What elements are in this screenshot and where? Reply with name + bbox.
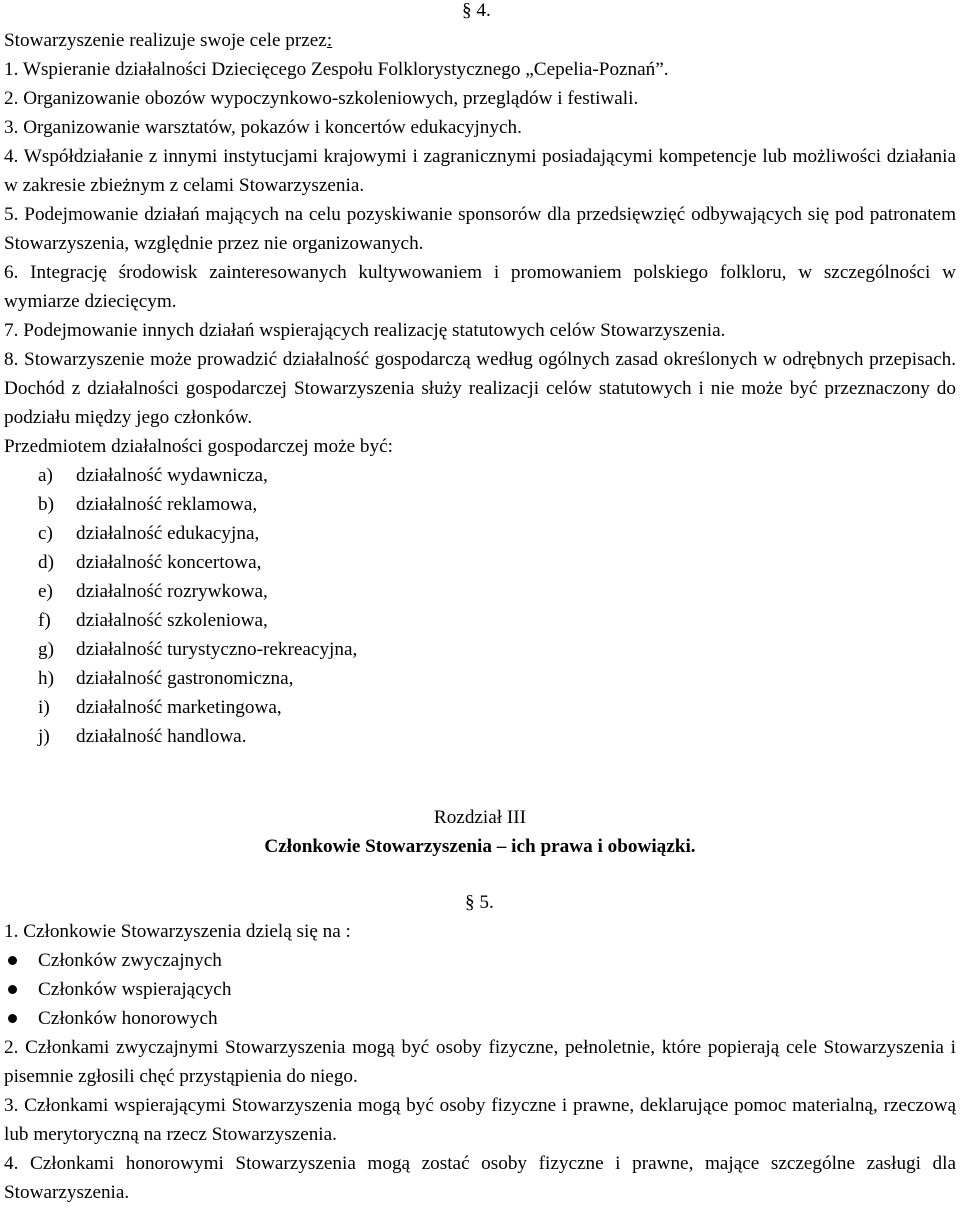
- list-item: [38, 664, 956, 693]
- list-item-letter: d): [38, 552, 54, 573]
- chapter-heading: Rozdział III: [433, 807, 527, 828]
- bullet-icon: [4, 985, 38, 994]
- section-5-item-1: 1. Członkowie Stowarzyszenia dzielą się na :: [4, 921, 351, 942]
- section-4-item-7: 7. Podejmowanie innych działań wspierających realizację statutowych celów Stowarzyszenia.: [4, 320, 726, 341]
- list-item-text: działalność koncertowa,: [76, 552, 262, 573]
- activities-list: [4, 461, 956, 751]
- bullet-icon: [4, 1014, 38, 1023]
- section-4-item-4: 4. Współdziałanie z innymi instytucjami krajowymi i zagranicznymi posiadającymi kompetencje lub możliwości działania w zakresie zbieżnym z celami Stowarzyszenia.: [4, 146, 956, 196]
- list-item: [38, 519, 956, 548]
- chapter-spacer: [4, 751, 956, 803]
- section-4-intro: [4, 26, 956, 55]
- list-item-letter: h): [38, 668, 54, 689]
- list-item-letter: j): [38, 726, 50, 747]
- list-item-text: działalność szkoleniowa,: [76, 610, 268, 631]
- list-item-letter: e): [38, 581, 53, 602]
- list-item: [38, 548, 956, 577]
- list-item: [38, 577, 956, 606]
- list-item-text: działalność wydawnicza,: [76, 465, 268, 486]
- list-item: [38, 606, 956, 635]
- section-4-item-6: 6. Integrację środowisk zainteresowanych kultywowaniem i promowaniem polskiego folkloru, w szczególności w wymiarze dziecięcym.: [4, 262, 956, 312]
- section-4-item-1: 1. Wspieranie działalności Dziecięcego Zespołu Folklorystycznego „Cepelia-Poznań”.: [4, 59, 669, 80]
- list-item-text: działalność rozrywkowa,: [76, 581, 268, 602]
- section-5-item-2: 2. Członkami zwyczajnymi Stowarzyszenia mogą być osoby fizyczne, pełnoletnie, które popierają cele Stowarzyszenia i pisemnie zgłosili chęć przystąpienia do niego.: [4, 1037, 956, 1087]
- list-item: [38, 722, 956, 751]
- section-4-mark: § 4.: [462, 0, 491, 21]
- list-item-letter: f): [38, 610, 51, 631]
- chapter-title: Członkowie Stowarzyszenia – ich prawa i obowiązki.: [264, 836, 696, 857]
- intro-colon: :: [326, 30, 333, 51]
- activities-intro: Przedmiotem działalności gospodarczej może być:: [4, 436, 393, 457]
- list-item-text: Członków zwyczajnych: [38, 950, 222, 971]
- list-item-text: działalność turystyczno-rekreacyjna,: [76, 639, 358, 660]
- section-5-item-3: 3. Członkami wspierającymi Stowarzyszenia mogą być osoby fizyczne i prawne, deklarujące pomoc materialną, rzeczową lub merytoryczną na rzecz Stowarzyszenia.: [4, 1095, 956, 1145]
- section-5-mark: § 5.: [465, 892, 494, 913]
- member-types-list: [4, 946, 956, 1033]
- list-item-letter: g): [38, 639, 54, 660]
- list-item: [4, 975, 956, 1004]
- list-item: [38, 693, 956, 722]
- section-5-item-4: 4. Członkami honorowymi Stowarzyszenia mogą zostać osoby fizyczne i prawne, mające szczególne zasługi dla Stowarzyszenia.: [4, 1153, 956, 1203]
- section-4-items: [4, 55, 956, 432]
- list-item: [38, 461, 956, 490]
- list-item-text: działalność gastronomiczna,: [76, 668, 294, 689]
- list-item-text: działalność edukacyjna,: [76, 523, 260, 544]
- list-item-text: działalność marketingowa,: [76, 697, 282, 718]
- list-item-text: Członków honorowych: [38, 1008, 218, 1029]
- section-4-item-5: 5. Podejmowanie działań mających na celu pozyskiwanie sponsorów dla przedsięwzięć odbywających się pod patronatem Stowarzyszenia, względnie przez nie organizowanych.: [4, 204, 956, 254]
- list-item-letter: c): [38, 523, 53, 544]
- list-item-text: działalność reklamowa,: [76, 494, 258, 515]
- intro-text: Stowarzyszenie realizuje swoje cele przez: [4, 30, 327, 51]
- list-item-letter: b): [38, 494, 54, 515]
- list-item: [38, 490, 956, 519]
- bullet-icon: [4, 956, 38, 965]
- list-item-text: Członków wspierających: [38, 979, 232, 1000]
- section-4-item-8: 8. Stowarzyszenie może prowadzić działalność gospodarczą według ogólnych zasad określonych w odrębnych przepisach. Dochód z działalności gospodarczej Stowarzyszenia służy realizacji celów statutowych i nie może być przeznaczony do podziału między jego członków.: [4, 349, 956, 428]
- section-4-item-2: 2. Organizowanie obozów wypoczynkowo-szkoleniowych, przeglądów i festiwali.: [4, 88, 639, 109]
- list-item-letter: i): [38, 697, 50, 718]
- list-item: [4, 1004, 956, 1033]
- list-item: [38, 635, 956, 664]
- list-item: [4, 946, 956, 975]
- section-4-item-3: 3. Organizowanie warsztatów, pokazów i koncertów edukacyjnych.: [4, 117, 522, 138]
- list-item-letter: a): [38, 465, 53, 486]
- list-item-text: działalność handlowa.: [76, 726, 247, 747]
